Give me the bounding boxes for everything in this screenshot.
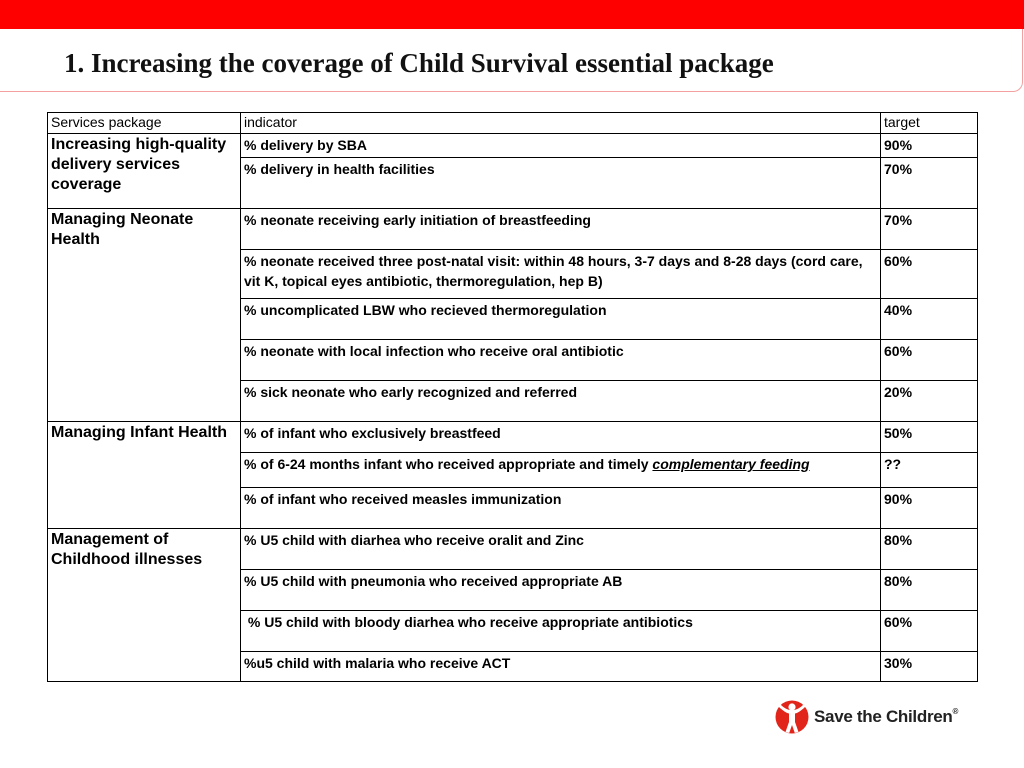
target-cell: 30%: [881, 652, 978, 682]
save-the-children-logo: [774, 697, 958, 737]
slide-title: 1. Increasing the coverage of Child Survival essential package: [64, 48, 774, 78]
service-cell-infant: Managing Infant Health: [48, 422, 241, 529]
indicator-cell: % neonate receiving early initiation of breastfeeding: [241, 209, 881, 250]
logo-text: [814, 707, 958, 727]
indicator-cell: % neonate received three post-natal visit: within 48 hours, 3-7 days and 8-28 days (cord care, vit K, topical eyes antibiotic, thermoregulation, hep B): [241, 250, 881, 299]
table-row: [48, 209, 978, 250]
service-cell-delivery: Increasing high-quality delivery services coverage: [48, 134, 241, 209]
target-cell: 90%: [881, 134, 978, 158]
target-cell: 40%: [881, 299, 978, 340]
services-table: [47, 112, 978, 682]
logo-wordmark: Save the Children: [814, 707, 953, 726]
indicator-cell: % uncomplicated LBW who recieved thermoregulation: [241, 299, 881, 340]
target-cell: 80%: [881, 529, 978, 570]
indicator-cell: % of infant who received measles immunization: [241, 488, 881, 529]
header-indicator: indicator: [241, 113, 881, 134]
indicator-cell: % of infant who exclusively breastfeed: [241, 422, 881, 453]
target-cell: 60%: [881, 611, 978, 652]
complementary-feeding-emphasis: complementary feeding: [652, 456, 810, 472]
target-cell: 20%: [881, 381, 978, 422]
table-row: [48, 422, 978, 453]
target-cell: 70%: [881, 158, 978, 209]
indicator-cell: % U5 child with pneumonia who received appropriate AB: [241, 570, 881, 611]
indicator-cell: % delivery by SBA: [241, 134, 881, 158]
indicator-cell: [241, 453, 881, 488]
service-cell-childhood: Management of Childhood illnesses: [48, 529, 241, 682]
target-cell: 60%: [881, 340, 978, 381]
indicator-cell: % sick neonate who early recognized and referred: [241, 381, 881, 422]
indicator-cell: %u5 child with malaria who receive ACT: [241, 652, 881, 682]
target-cell: 70%: [881, 209, 978, 250]
indicator-text: % of 6-24 months infant who received appropriate and timely: [244, 456, 653, 472]
service-cell-neonate: Managing Neonate Health: [48, 209, 241, 422]
indicator-cell: % delivery in health facilities: [241, 158, 881, 209]
indicator-cell: % neonate with local infection who receive oral antibiotic: [241, 340, 881, 381]
table-row: [48, 134, 978, 158]
table-row: [48, 529, 978, 570]
table-header-row: [48, 113, 978, 134]
target-cell: ??: [881, 453, 978, 488]
target-cell: 50%: [881, 422, 978, 453]
save-the-children-figure-icon: [774, 698, 810, 736]
header-target: target: [881, 113, 978, 134]
registered-mark: ®: [952, 707, 959, 716]
target-cell: 80%: [881, 570, 978, 611]
indicator-cell: % U5 child with bloody diarhea who receive appropriate antibiotics: [241, 611, 881, 652]
top-red-bar: [0, 0, 1024, 29]
target-cell: 60%: [881, 250, 978, 299]
header-services-package: Services package: [48, 113, 241, 134]
target-cell: 90%: [881, 488, 978, 529]
indicator-cell: % U5 child with diarhea who receive oralit and Zinc: [241, 529, 881, 570]
